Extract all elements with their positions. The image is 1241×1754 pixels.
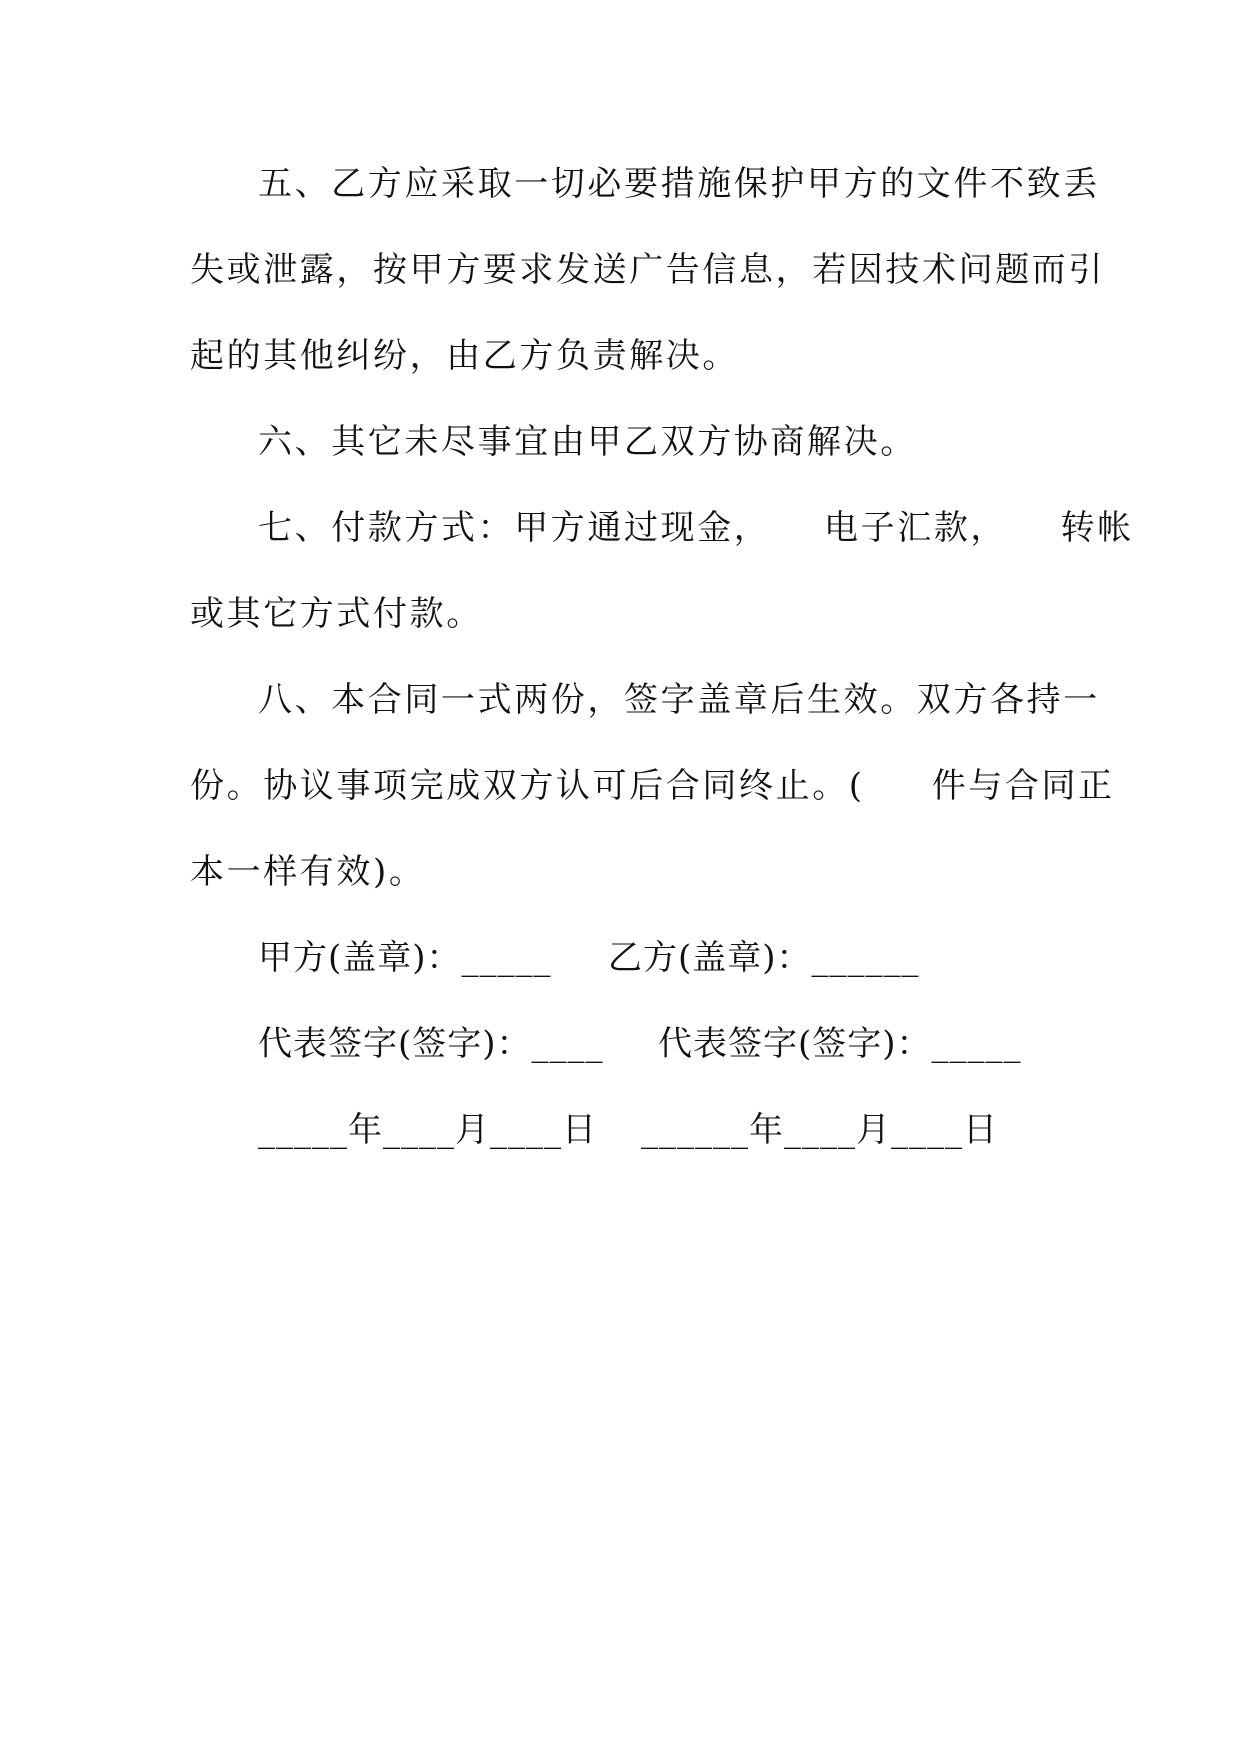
party-b-date-field: ______年____月____日: [641, 1110, 998, 1150]
clause-7-line-2: 或其它方式付款。: [190, 594, 483, 634]
party-a-date-field: _____年____月____日: [258, 1110, 597, 1150]
clause-5-line-2: 失或泄露，按甲方要求发送广告信息，若因技术问题而引: [190, 250, 1105, 290]
clause-8-line-3: 本一样有效)。: [190, 852, 426, 892]
clause-8-line-2: 份。协议事项完成双方认可后合同终止。( 件与合同正: [190, 766, 1115, 806]
clause-6-line-1: 六、其它未尽事宜由甲乙双方协商解决。: [258, 422, 917, 462]
party-b-representative-field: 代表签字(签字)：_____: [658, 1024, 1022, 1064]
date-row: [258, 1110, 998, 1270]
party-a-seal-field: 甲方(盖章)：_____: [258, 938, 552, 978]
clause-5-line-3: 起的其他纠纷，由乙方负责解决。: [190, 336, 739, 376]
clause-5-line-1: 五、乙方应采取一切必要措施保护甲方的文件不致丢: [258, 164, 1100, 204]
clause-8-line-1: 八、本合同一式两份，签字盖章后生效。双方各持一: [258, 680, 1100, 720]
clause-7-line-1: 七、付款方式：甲方通过现金， 电子汇款， 转帐: [258, 508, 1134, 548]
party-b-seal-field: 乙方(盖章)：______: [608, 938, 920, 978]
party-a-representative-field: 代表签字(签字)：____: [258, 1024, 604, 1064]
